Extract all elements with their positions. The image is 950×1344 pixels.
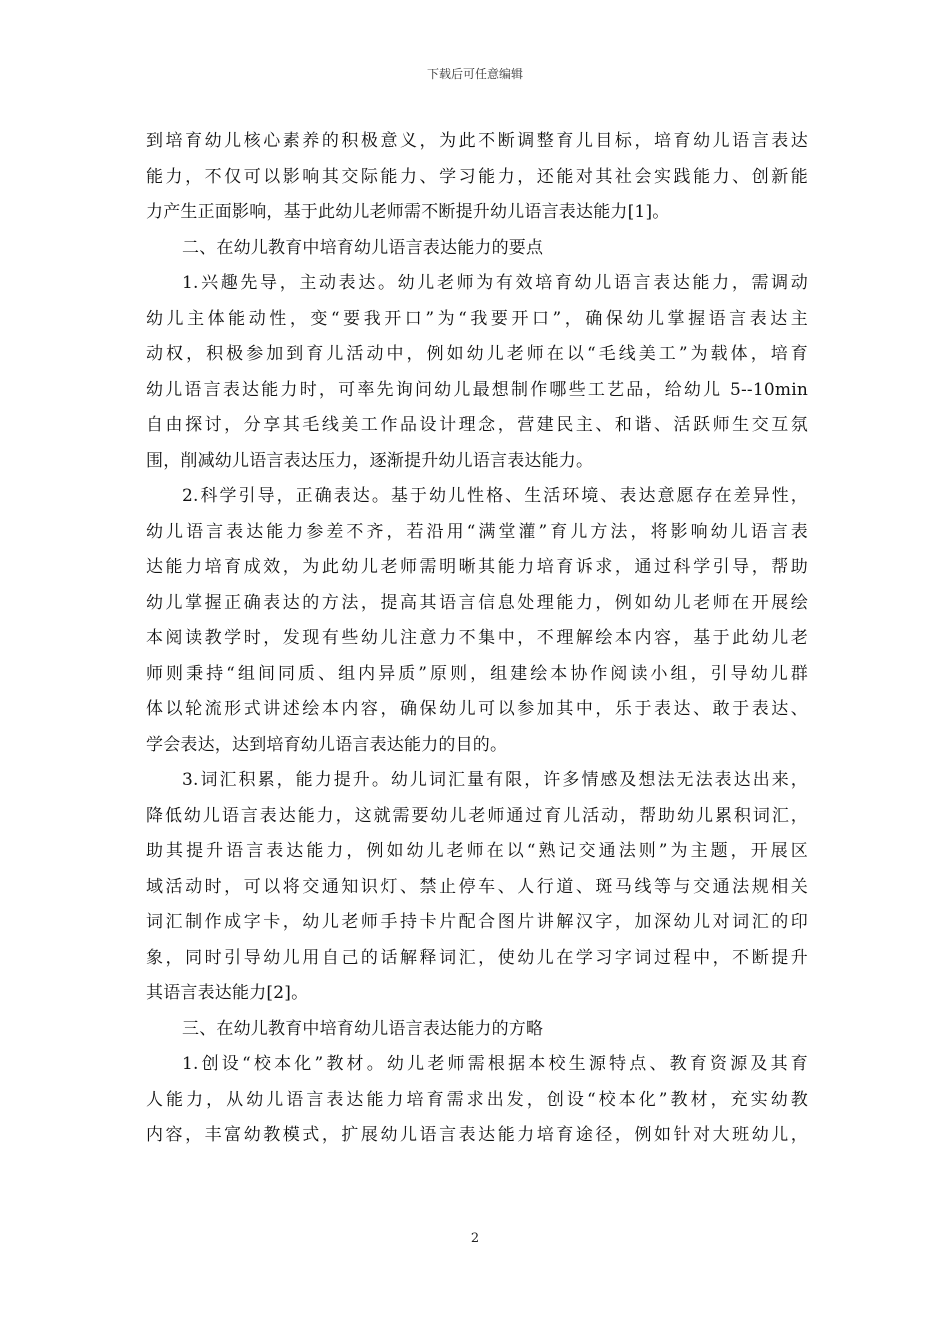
paragraph-line: 学会表达，达到培育幼儿语言表达能力的目的。 [146,734,508,755]
paragraph-line: 象，同时引导幼儿用自己的话解释词汇，使幼儿在学习字词过程中，不断提升 [146,947,808,968]
paragraph-line: 内容，丰富幼教模式，扩展幼儿语言表达能力培育途径，例如针对大班幼儿， [146,1125,808,1145]
paragraph-line: 自由探讨，分享其毛线美工作品设计理念，营建民主、和谐、活跃师生交互氛 [146,415,808,435]
paragraph-line: 本阅读教学时，发现有些幼儿注意力不集中，不理解绘本内容，基于此幼儿老 [146,628,808,648]
section-heading: 二、在幼儿教育中培育幼儿语言表达能力的要点 [182,237,544,258]
paragraph-line: 幼儿掌握正确表达的方法，提高其语言信息处理能力，例如幼儿老师在开展绘 [146,592,808,613]
paragraph-line: 力产生正面影响，基于此幼儿老师需不断提升幼儿语言表达能力[1]。 [146,202,670,222]
paragraph-line: 动权，积极参加到育儿活动中，例如幼儿老师在以“毛线美工”为载体，培育 [146,344,808,364]
paragraph-line: 体以轮流形式讲述绘本内容，确保幼儿可以参加其中，乐于表达、敢于表达、 [146,699,808,719]
paragraph-line: 到培育幼儿核心素养的积极意义，为此不断调整育儿目标，培育幼儿语言表达 [146,131,808,151]
paragraph-line: 3.词汇积累，能力提升。幼儿词汇量有限，许多情感及想法无法表达出来， [182,770,808,790]
document-body [146,124,808,1154]
paragraph-line: 达能力培育成效，为此幼儿老师需明晰其能力培育诉求，通过科学引导，帮助 [146,557,808,577]
page-number: 2 [470,1231,480,1246]
paragraph-line: 助其提升语言表达能力，例如幼儿老师在以“熟记交通法则”为主题，开展区 [146,841,808,861]
paragraph-line: 幼儿语言表达能力参差不齐，若沿用“满堂灌”育儿方法，将影响幼儿语言表 [146,521,808,542]
paragraph-line: 1.兴趣先导，主动表达。幼儿老师为有效培育幼儿语言表达能力，需调动 [182,273,808,293]
paragraph-line: 2.科学引导，正确表达。基于幼儿性格、生活环境、表达意愿存在差异性， [182,486,808,506]
paragraph-line: 词汇制作成字卡，幼儿老师手持卡片配合图片讲解汉字，加深幼儿对词汇的印 [146,912,808,932]
paragraph-line: 师则秉持“组间同质、组内异质”原则，组建绘本协作阅读小组，引导幼儿群 [146,663,808,684]
paragraph-line: 能力，不仅可以影响其交际能力、学习能力，还能对其社会实践能力、创新能 [146,166,808,187]
section-heading: 三、在幼儿教育中培育幼儿语言表达能力的方略 [182,1018,544,1039]
paragraph-line: 其语言表达能力[2]。 [146,983,309,1003]
paragraph-line: 幼儿语言表达能力时，可率先询问幼儿最想制作哪些工艺品，给幼儿 5--10min [146,379,808,400]
paragraph-line: 1.创设“校本化”教材。幼儿老师需根据本校生源特点、教育资源及其育 [182,1054,808,1074]
paragraph-line: 降低幼儿语言表达能力，这就需要幼儿老师通过育儿活动，帮助幼儿累积词汇， [146,805,808,826]
page-header-note: 下载后可任意编辑 [426,67,523,81]
paragraph-line: 域活动时，可以将交通知识灯、禁止停车、人行道、斑马线等与交通法规相关 [146,876,808,897]
paragraph-line: 围，削减幼儿语言表达压力，逐渐提升幼儿语言表达能力。 [146,450,594,471]
paragraph-line: 幼儿主体能动性，变“要我开口”为“我要开口”，确保幼儿掌握语言表达主 [146,308,808,329]
paragraph-line: 人能力，从幼儿语言表达能力培育需求出发，创设“校本化”教材，充实幼教 [146,1089,808,1110]
